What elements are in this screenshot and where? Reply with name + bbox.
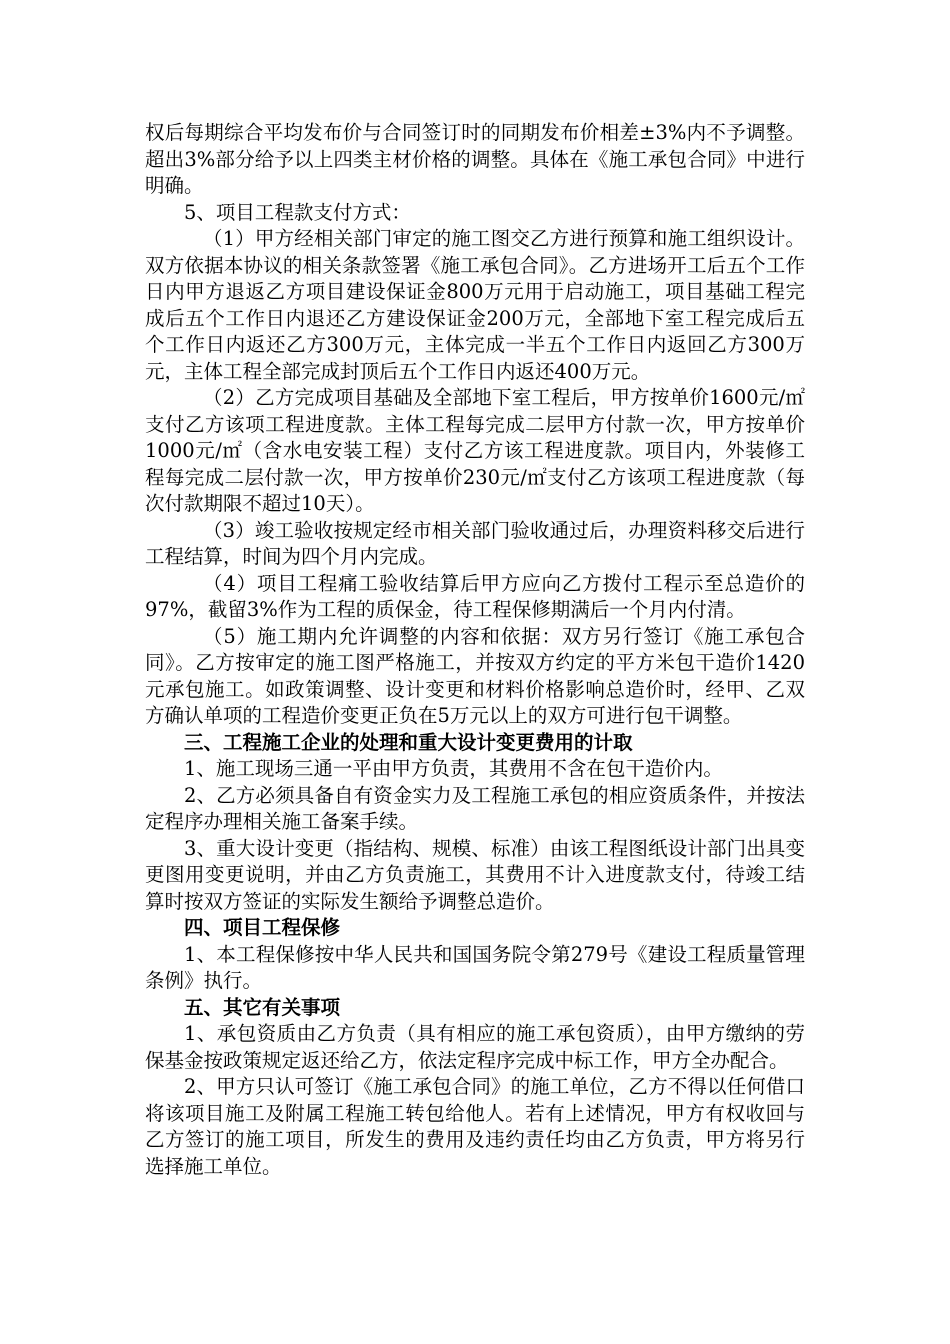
paragraph-payment-method-title: 5、项目工程款支付方式： [184, 200, 411, 224]
paragraph-section5-item-1: 1、承包资质由乙方负责（具有相应的施工承包资质），由甲方缴纳的劳保基金按政策规定返还给乙方，依法定程序完成中标工作，甲方全办配合。 [145, 1022, 805, 1072]
paragraph-payment-item-1: （1）甲方经相关部门审定的施工图交乙方进行预算和施工组织设计。双方依据本协议的相关条款签署《施工承包合同》。乙方进场开工后五个工作日内甲方退返乙方项目建设保证金800万元用于启动施工，项目基础工程完成后五个工作日内退还乙方建设保证金200万元，全部地下室工程完成后五个工作日内返还乙方300万元，主体完成一半五个工作日内返回乙方300万元，主体工程全部完成封顶后五个工作日内返还400万元。 [145, 227, 805, 383]
paragraph-price-adjustment: 权后每期综合平均发布价与合同签订时的同期发布价相差±3%内不予调整。超出3%部分给予以上四类主材价格的调整。具体在《施工承包合同》中进行明确。 [145, 121, 805, 197]
paragraph-section3-item-2: 2、乙方必须具备自有资金实力及工程施工承包的相应资质条件，并按法定程序办理相关施工备案手续。 [145, 783, 805, 833]
document-page [145, 120, 805, 1180]
paragraph-section5-item-2: 2、甲方只认可签订《施工承包合同》的施工单位，乙方不得以任何借口将该项目施工及附属工程施工转包给他人。若有上述情况，甲方有权收回与乙方签订的施工项目，所发生的费用及违约责任均由乙方负责，甲方将另行选择施工单位。 [145, 1075, 805, 1178]
paragraph-section3-item-3: 3、重大设计变更（指结构、规模、标准）由该工程图纸设计部门出具变更图用变更说明，并由乙方负责施工，其费用不计入进度款支付，待竣工结算时按双方签证的实际发生额给予调整总造价。 [145, 836, 805, 913]
section-heading-4: 四、项目工程保修 [184, 916, 341, 939]
paragraph-section3-item-1: 1、施工现场三通一平由甲方负责，其费用不含在包干造价内。 [184, 757, 723, 780]
paragraph-payment-item-5: （5）施工期内允许调整的内容和依据：双方另行签订《施工承包合同》。乙方按审定的施工图严格施工，并按双方约定的平方米包干造价1420元承包施工。如政策调整、设计变更和材料价格影响总造价时，经甲、乙双方确认单项的工程造价变更正负在5万元以上的双方可进行包干调整。 [145, 624, 805, 727]
paragraph-payment-item-2: （2）乙方完成项目基础及全部地下室工程后，甲方按单价1600元/㎡支付乙方该项工程进度款。主体工程每完成二层甲方付款一次，甲方按单价1000元/㎡（含水电安装工程）支付乙方该工程进度款。项目内，外装修工程每完成二层付款一次，甲方按单价230元/㎡支付乙方该项工程进度款（每次付款期限不超过10天）。 [145, 386, 805, 515]
paragraph-payment-item-4: （4）项目工程痛工验收结算后甲方应向乙方拨付工程示至总造价的97%，截留3%作为工程的质保金，待工程保修期满后一个月内付清。 [145, 571, 805, 621]
section-heading-5: 五、其它有关事项 [184, 995, 341, 1019]
paragraph-payment-item-3: （3）竣工验收按规定经市相关部门验收通过后，办理资料移交后进行工程结算，时间为四个月内完成。 [145, 518, 805, 568]
paragraph-section4-item-1: 1、本工程保修按中华人民共和国国务院令第279号《建设工程质量管理条例》执行。 [145, 942, 805, 992]
section-heading-3: 三、工程施工企业的处理和重大设计变更费用的计取 [184, 730, 633, 754]
